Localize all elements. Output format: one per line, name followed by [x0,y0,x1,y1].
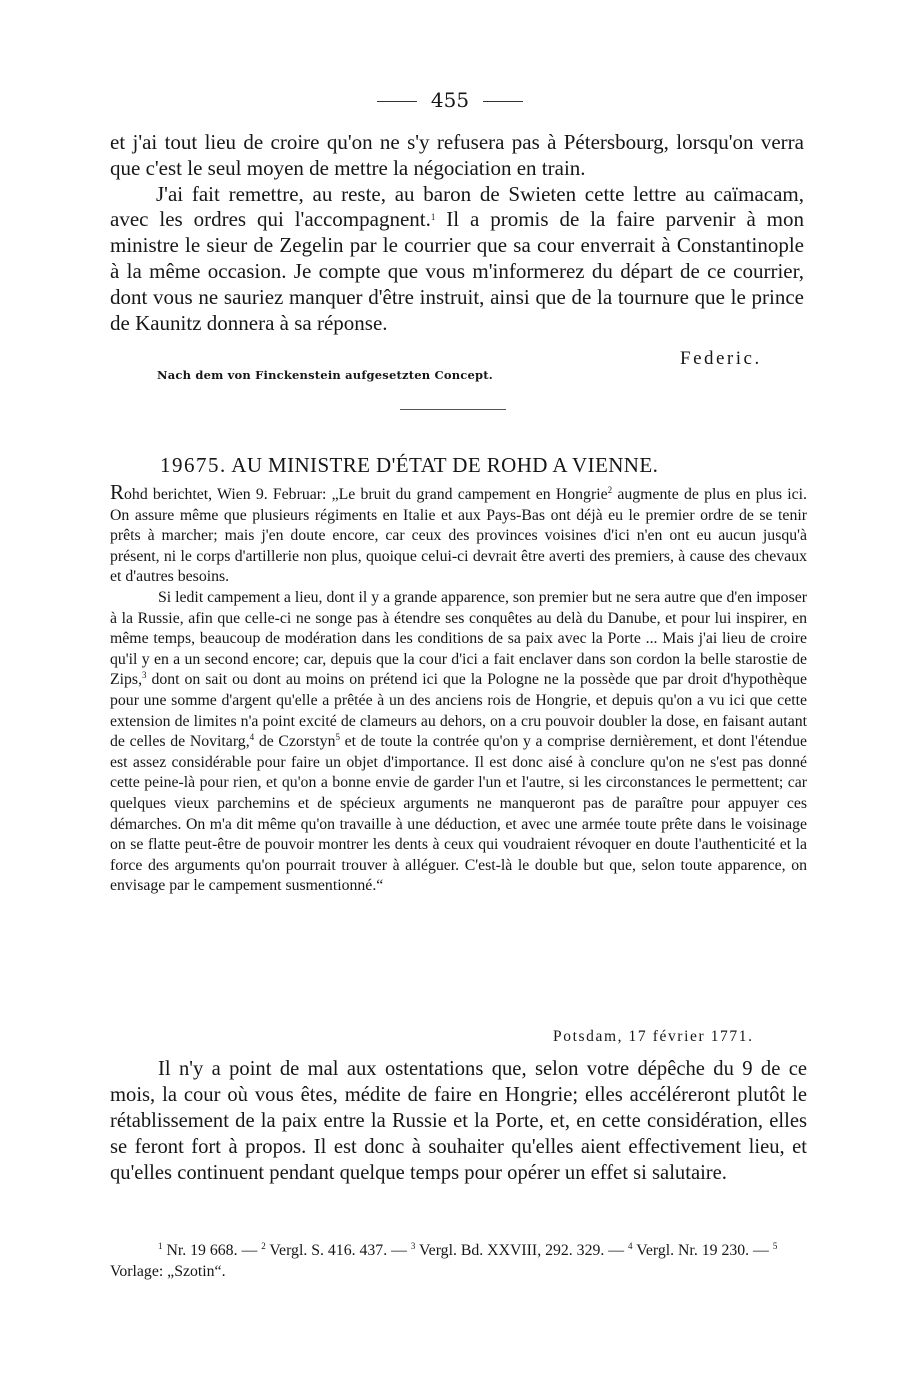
source-note: Nach dem von Finckenstein aufgesetzten Concept. [157,368,493,382]
footnote-ref: 5 [335,732,340,743]
document-heading [160,453,658,478]
footnote-block [110,1240,807,1282]
footnote-text: Vergl. S. 416. 437. — [265,1242,411,1259]
letter-continuation [110,130,804,336]
footnote-mark: 3 [410,1241,416,1251]
footnote-ref: 2 [607,485,613,495]
footnote-ref: 1 [430,212,436,223]
letter-text: J'ai fait remettre, au reste, au baron de Swieten cette lettre au caïmacam, avec les ordres qui l'accompagnent. [110,181,804,232]
signature: Federic. [680,348,762,369]
document-number: 19675. [160,453,227,477]
footnote-mark: 4 [628,1241,633,1251]
report-excerpt [110,480,808,897]
report-text: Si ledit campement a lieu, dont il y a grande apparence, son premier but ne sera autre que d'en imposer à la Russie, afin que celle-ci ne songe pas à étendre ses conquêtes au delà du Danube, et pour lui inspirer, en même temps, beaucoup de modération dans les conditions de sa paix avec la Porte ... Mais j'ai lieu de croire qu'il y en a un second encore; car, depuis que la cour d'ici a fait enclaver dans son cordon la belle starostie de Zips, [110,588,807,689]
footnote-text: Vorlage: „Szotin“. [110,1263,226,1280]
report-paragraph [110,588,807,897]
footnote-mark: 5 [772,1241,778,1251]
footnotes [110,1240,807,1282]
report-text: de Czorstyn [254,733,336,751]
report-text: et de toute la contrée qu'on y a comprise dernièrement, et dont l'étendue est assez considérable pour faire un objet d'importance. Il est donc aisé à conclure qu'on ne s'est pas donné cette peine-là pour rien, et qu'on a bonne envie de garder l'un et l'autre, si les circonstances le permettent; car quelques vieux parchemins et de spécieux arguments ne manqueront pas de paraître pour appuyer ces démarches. On m'a dit même qu'on travaille à une déduction, et avec une armée toute prête dans le voisinage on se flatte peut-être de pouvoir montrer les dents à ceux qui voudraient révoquer en doute l'authenticité et la force des arguments qu'on pourrait trouver à alléguer. C'est-là le double but que, selon toute apparence, on envisage par le campement susmentionné.“ [110,733,807,895]
section-divider [400,409,506,410]
footnote-ref: 3 [142,670,147,681]
reply-paragraph: Il n'y a point de mal aux ostentations que, selon votre dépêche du 9 de ce mois, la cour où vous êtes, médite de faire en Hongrie; elles accéléreront plutôt le rétablissement de la paix entre la Russie et la Porte, et, en cette considération, elles se feront fort à propos. Il est donc à souhaiter qu'elles aient effectivement lieu, et qu'elles continuent pendant quelque temps pour opérer un effet si salutaire. [110,1058,807,1184]
footnote-ref: 4 [249,732,255,743]
report-text: ohd berichtet, Wien 9. Februar: „Le bruit du grand campement en Hongrie [124,486,608,503]
initial-letter: R [110,480,125,504]
report-paragraph [110,480,808,588]
letter-text: Il a promis de la faire parvenir à mon ministre le sieur de Zegelin par le courrier que sa cour enverrait à Constantinople à la même occasion. Je compte que vous m'informerez du départ de ce courrier, dont vous ne sauriez manquer d'être instruit, ainsi que de la tournure que le prince de Kaunitz donnera à sa réponse. [110,207,805,335]
footnote-mark: 2 [261,1241,266,1251]
document-title: AU MINISTRE D'ÉTAT DE ROHD A VIENNE. [231,453,659,477]
reply-body [110,1056,807,1186]
footnote-mark: 1 [158,1241,163,1251]
footnote-text: Nr. 19 668. — [162,1242,262,1259]
header-dash-right [483,101,523,102]
letter-paragraph: et j'ai tout lieu de croire qu'on ne s'y refusera pas à Pétersbourg, lorsqu'on verra que c'est le seul moyen de mettre la négociation en train. [110,130,804,180]
report-text: augmente de plus en plus ici. On assure même que plusieurs régiments en Italie et aux Pays-Bas ont déjà eu le premier ordre de se tenir prêts à marcher; mais j'en doute encore, car ceux des provinces voisines d'ici n'en ont eu aucun jusqu'à présent, ni le corps d'artillerie non plus, quoique celui-ci devrait être averti des premiers, à cause des chevaux et d'autres besoins. [110,486,808,586]
page-number: 455 [430,88,470,112]
footnote-text: Vergl. Nr. 19 230. — [632,1242,773,1259]
header-dash-left [377,101,417,102]
report-text: dont on sait ou dont au moins on prétend ici que la Pologne ne la possède que par droit d'hypothèque pour une somme d'argent qu'elle a prêtée à un des anciens rois de Hongrie, et depuis qu'on a vu ici que cette extension de limites n'a point excité de clameurs au dehors, on a cru pouvoir doubler la dose, en faisant autant de celles de Novitarg, [110,671,807,751]
letter-paragraph [110,182,804,337]
footnote-text: Vergl. Bd. XXVIII, 292. 329. — [415,1242,629,1259]
dateline: Potsdam, 17 février 1771. [553,1028,754,1045]
page-header [0,88,900,112]
